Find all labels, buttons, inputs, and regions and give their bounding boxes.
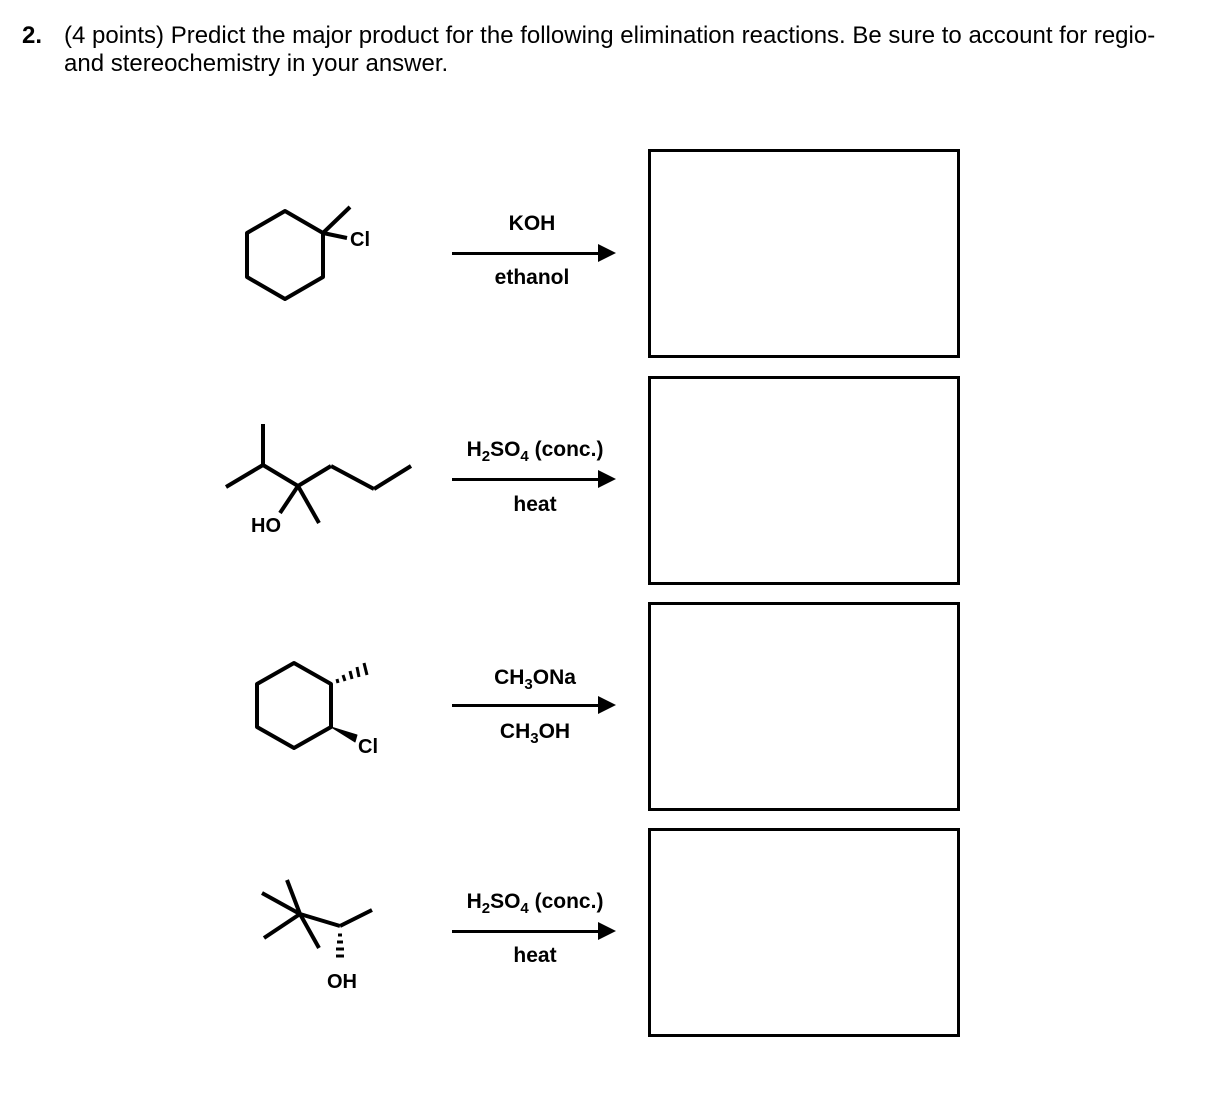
arrowhead-icon — [598, 470, 616, 488]
wedge-bond — [331, 727, 357, 742]
answer-box-3[interactable] — [648, 602, 960, 811]
hash-bond — [336, 935, 344, 956]
subscript: 4 — [520, 448, 529, 466]
question-text-line-2: and stereochemistry in your answer. — [64, 50, 449, 77]
question-prompt — [64, 22, 1214, 78]
subscript: 4 — [520, 900, 529, 918]
substrate-2-structure — [200, 366, 440, 586]
reagent-2-bottom: heat — [513, 493, 557, 516]
reagent-4-bottom: heat — [513, 944, 557, 967]
arrowhead-icon — [598, 696, 616, 714]
subscript: 2 — [481, 448, 491, 466]
chloro-label: Cl — [358, 736, 378, 758]
chloro-label: Cl — [350, 229, 370, 251]
reaction-3 — [0, 592, 1232, 812]
hash-bond — [337, 663, 367, 683]
answer-box-2[interactable] — [648, 376, 960, 585]
substrate-4-structure — [200, 818, 440, 1038]
subscript: 3 — [530, 730, 539, 748]
cyclohexane-ring — [247, 211, 323, 299]
answer-box-4[interactable] — [648, 828, 960, 1037]
subscript: 3 — [524, 676, 533, 694]
reagent-1-bottom: ethanol — [494, 266, 570, 289]
reagent-3-top: $CH_3ONa$ — [494, 666, 576, 694]
hydroxyl-label: OH — [327, 971, 357, 993]
reaction-4 — [0, 818, 1232, 1038]
substrate-1-structure — [200, 140, 440, 360]
reagent-3-bottom: $CH_3OH$ — [499, 720, 571, 748]
reagent-2-top: $H_2SO_4$ (conc.) — [466, 438, 604, 466]
question-number: 2. — [22, 22, 43, 49]
arrowhead-icon — [598, 922, 616, 940]
reagent-4-top: $H_2SO_4$ (conc.) — [466, 890, 604, 918]
cyclohexane-ring — [257, 663, 331, 748]
arrowhead-icon — [598, 244, 616, 262]
reaction-1 — [0, 140, 1232, 360]
answer-box-1[interactable] — [648, 149, 960, 358]
substrate-3-structure — [200, 592, 440, 812]
reagent-1-top: KOH — [508, 212, 556, 235]
question-text-line-1: (4 points) Predict the major product for the following elimination reactions. Be sure to account for regio- — [64, 22, 1156, 49]
hydroxyl-label: HO — [251, 515, 281, 537]
subscript: 2 — [481, 900, 491, 918]
reaction-2 — [0, 366, 1232, 586]
